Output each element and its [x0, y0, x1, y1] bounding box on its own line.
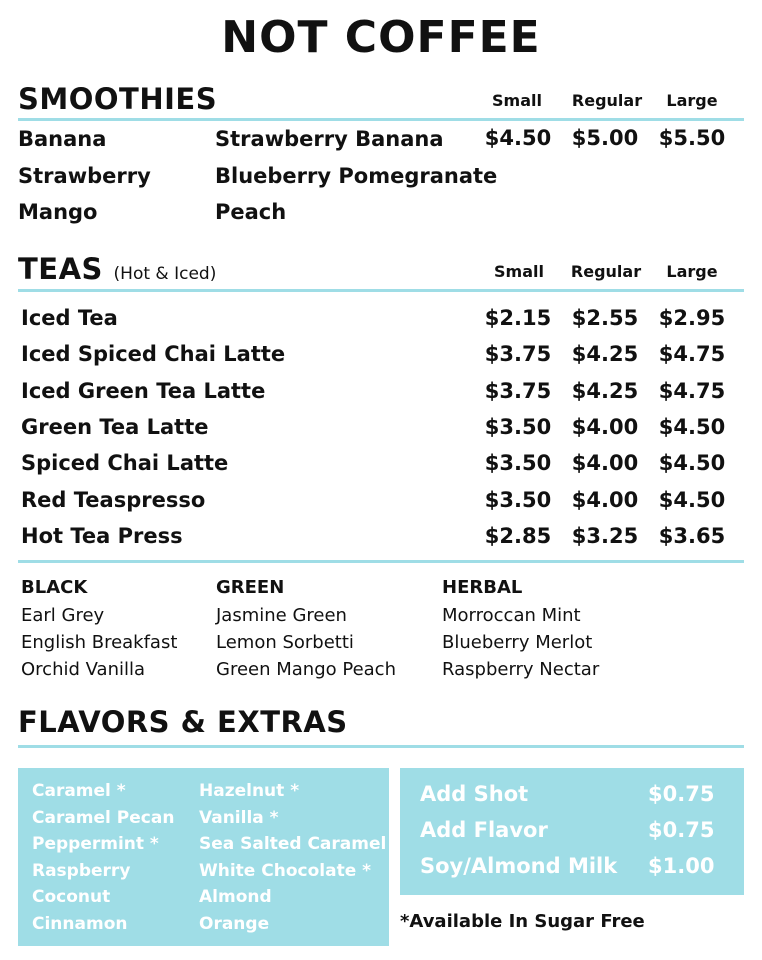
- flavors-heading: FLAVORS & EXTRAS: [18, 705, 348, 739]
- extra-name: Soy/Almond Milk: [420, 854, 618, 878]
- tea-item-name: Spiced Chai Latte: [21, 451, 229, 475]
- flavors-box: [18, 768, 389, 946]
- smoothie-item: Peach: [215, 200, 287, 224]
- tea-price-small: $3.50: [484, 415, 552, 439]
- flavor-item: Caramel Pecan: [32, 808, 175, 828]
- flavors-divider: [18, 745, 744, 748]
- extra-price: $0.75: [648, 818, 715, 842]
- flavor-item: Orange: [199, 914, 270, 934]
- smoothie-item: Strawberry Banana: [215, 127, 444, 151]
- tea-item-name: Iced Tea: [21, 306, 118, 330]
- size-large-header: Large: [666, 262, 718, 281]
- teas-divider: [18, 289, 744, 292]
- tea-item-name: Red Teaspresso: [21, 488, 206, 512]
- variety-heading-black: BLACK: [21, 577, 88, 598]
- tea-variety: English Breakfast: [21, 632, 178, 653]
- tea-price-regular: $4.00: [571, 415, 639, 439]
- size-large-header: Large: [666, 91, 718, 110]
- flavor-item: Vanilla *: [199, 808, 279, 828]
- tea-item-name: Iced Green Tea Latte: [21, 379, 266, 403]
- smoothie-item: Mango: [18, 200, 98, 224]
- smoothie-price-regular: $5.00: [571, 126, 639, 150]
- flavor-item: Cinnamon: [32, 914, 128, 934]
- menu-title: NOT COFFEE: [221, 12, 541, 63]
- size-small-header: Small: [494, 262, 544, 281]
- flavor-item: Almond: [199, 887, 272, 907]
- teas-heading: [18, 252, 216, 286]
- extra-price: $0.75: [648, 782, 715, 806]
- tea-price-small: $3.75: [484, 379, 552, 403]
- smoothie-item: Strawberry: [18, 164, 151, 188]
- extra-name: Add Shot: [420, 782, 529, 806]
- tea-price-small: $3.75: [484, 342, 552, 366]
- tea-price-small: $3.50: [484, 451, 552, 475]
- smoothies-divider: [18, 118, 744, 121]
- tea-item-name: Hot Tea Press: [21, 524, 183, 548]
- tea-price-regular: $4.00: [571, 451, 639, 475]
- tea-price-large: $2.95: [658, 306, 726, 330]
- extra-name: Add Flavor: [420, 818, 548, 842]
- size-small-header: Small: [492, 91, 542, 110]
- sugar-free-note: *Available In Sugar Free: [400, 911, 645, 932]
- tea-item-name: Iced Spiced Chai Latte: [21, 342, 286, 366]
- flavor-item: Sea Salted Caramel: [199, 834, 387, 854]
- tea-price-large: $4.50: [658, 488, 726, 512]
- smoothie-price-large: $5.50: [658, 126, 726, 150]
- size-regular-header: Regular: [570, 262, 642, 281]
- tea-variety: Morroccan Mint: [442, 605, 581, 626]
- tea-variety: Lemon Sorbetti: [216, 632, 354, 653]
- tea-price-regular: $2.55: [571, 306, 639, 330]
- flavor-item: Raspberry: [32, 861, 131, 881]
- flavor-item: Caramel *: [32, 781, 126, 801]
- smoothie-item: Banana: [18, 127, 107, 151]
- tea-item-name: Green Tea Latte: [21, 415, 209, 439]
- tea-price-regular: $4.25: [571, 342, 639, 366]
- tea-variety: Raspberry Nectar: [442, 659, 600, 680]
- extra-price: $1.00: [648, 854, 715, 878]
- tea-price-large: $4.50: [658, 415, 726, 439]
- tea-price-large: $4.50: [658, 451, 726, 475]
- tea-price-large: $3.65: [658, 524, 726, 548]
- tea-price-regular: $3.25: [571, 524, 639, 548]
- extras-box: [400, 768, 744, 895]
- size-regular-header: Regular: [571, 91, 643, 110]
- tea-price-small: $2.85: [484, 524, 552, 548]
- tea-price-regular: $4.25: [571, 379, 639, 403]
- teas-varieties-divider: [18, 560, 744, 563]
- flavor-item: Peppermint *: [32, 834, 159, 854]
- variety-heading-herbal: HERBAL: [442, 577, 523, 598]
- teas-subheading: (Hot & Iced): [113, 264, 217, 284]
- tea-price-small: $3.50: [484, 488, 552, 512]
- tea-variety: Orchid Vanilla: [21, 659, 146, 680]
- tea-price-large: $4.75: [658, 379, 726, 403]
- flavor-item: Coconut: [32, 887, 111, 907]
- tea-variety: Green Mango Peach: [216, 659, 396, 680]
- flavor-item: Hazelnut *: [199, 781, 300, 801]
- smoothie-price-small: $4.50: [484, 126, 552, 150]
- teas-heading-text: TEAS: [18, 252, 103, 286]
- smoothie-item: Blueberry Pomegranate: [215, 164, 498, 188]
- tea-price-large: $4.75: [658, 342, 726, 366]
- flavor-item: White Chocolate *: [199, 861, 372, 881]
- tea-variety: Earl Grey: [21, 605, 105, 626]
- tea-price-small: $2.15: [484, 306, 552, 330]
- tea-variety: Blueberry Merlot: [442, 632, 593, 653]
- variety-heading-green: GREEN: [216, 577, 285, 598]
- tea-variety: Jasmine Green: [216, 605, 347, 626]
- smoothies-heading: SMOOTHIES: [18, 82, 218, 116]
- tea-price-regular: $4.00: [571, 488, 639, 512]
